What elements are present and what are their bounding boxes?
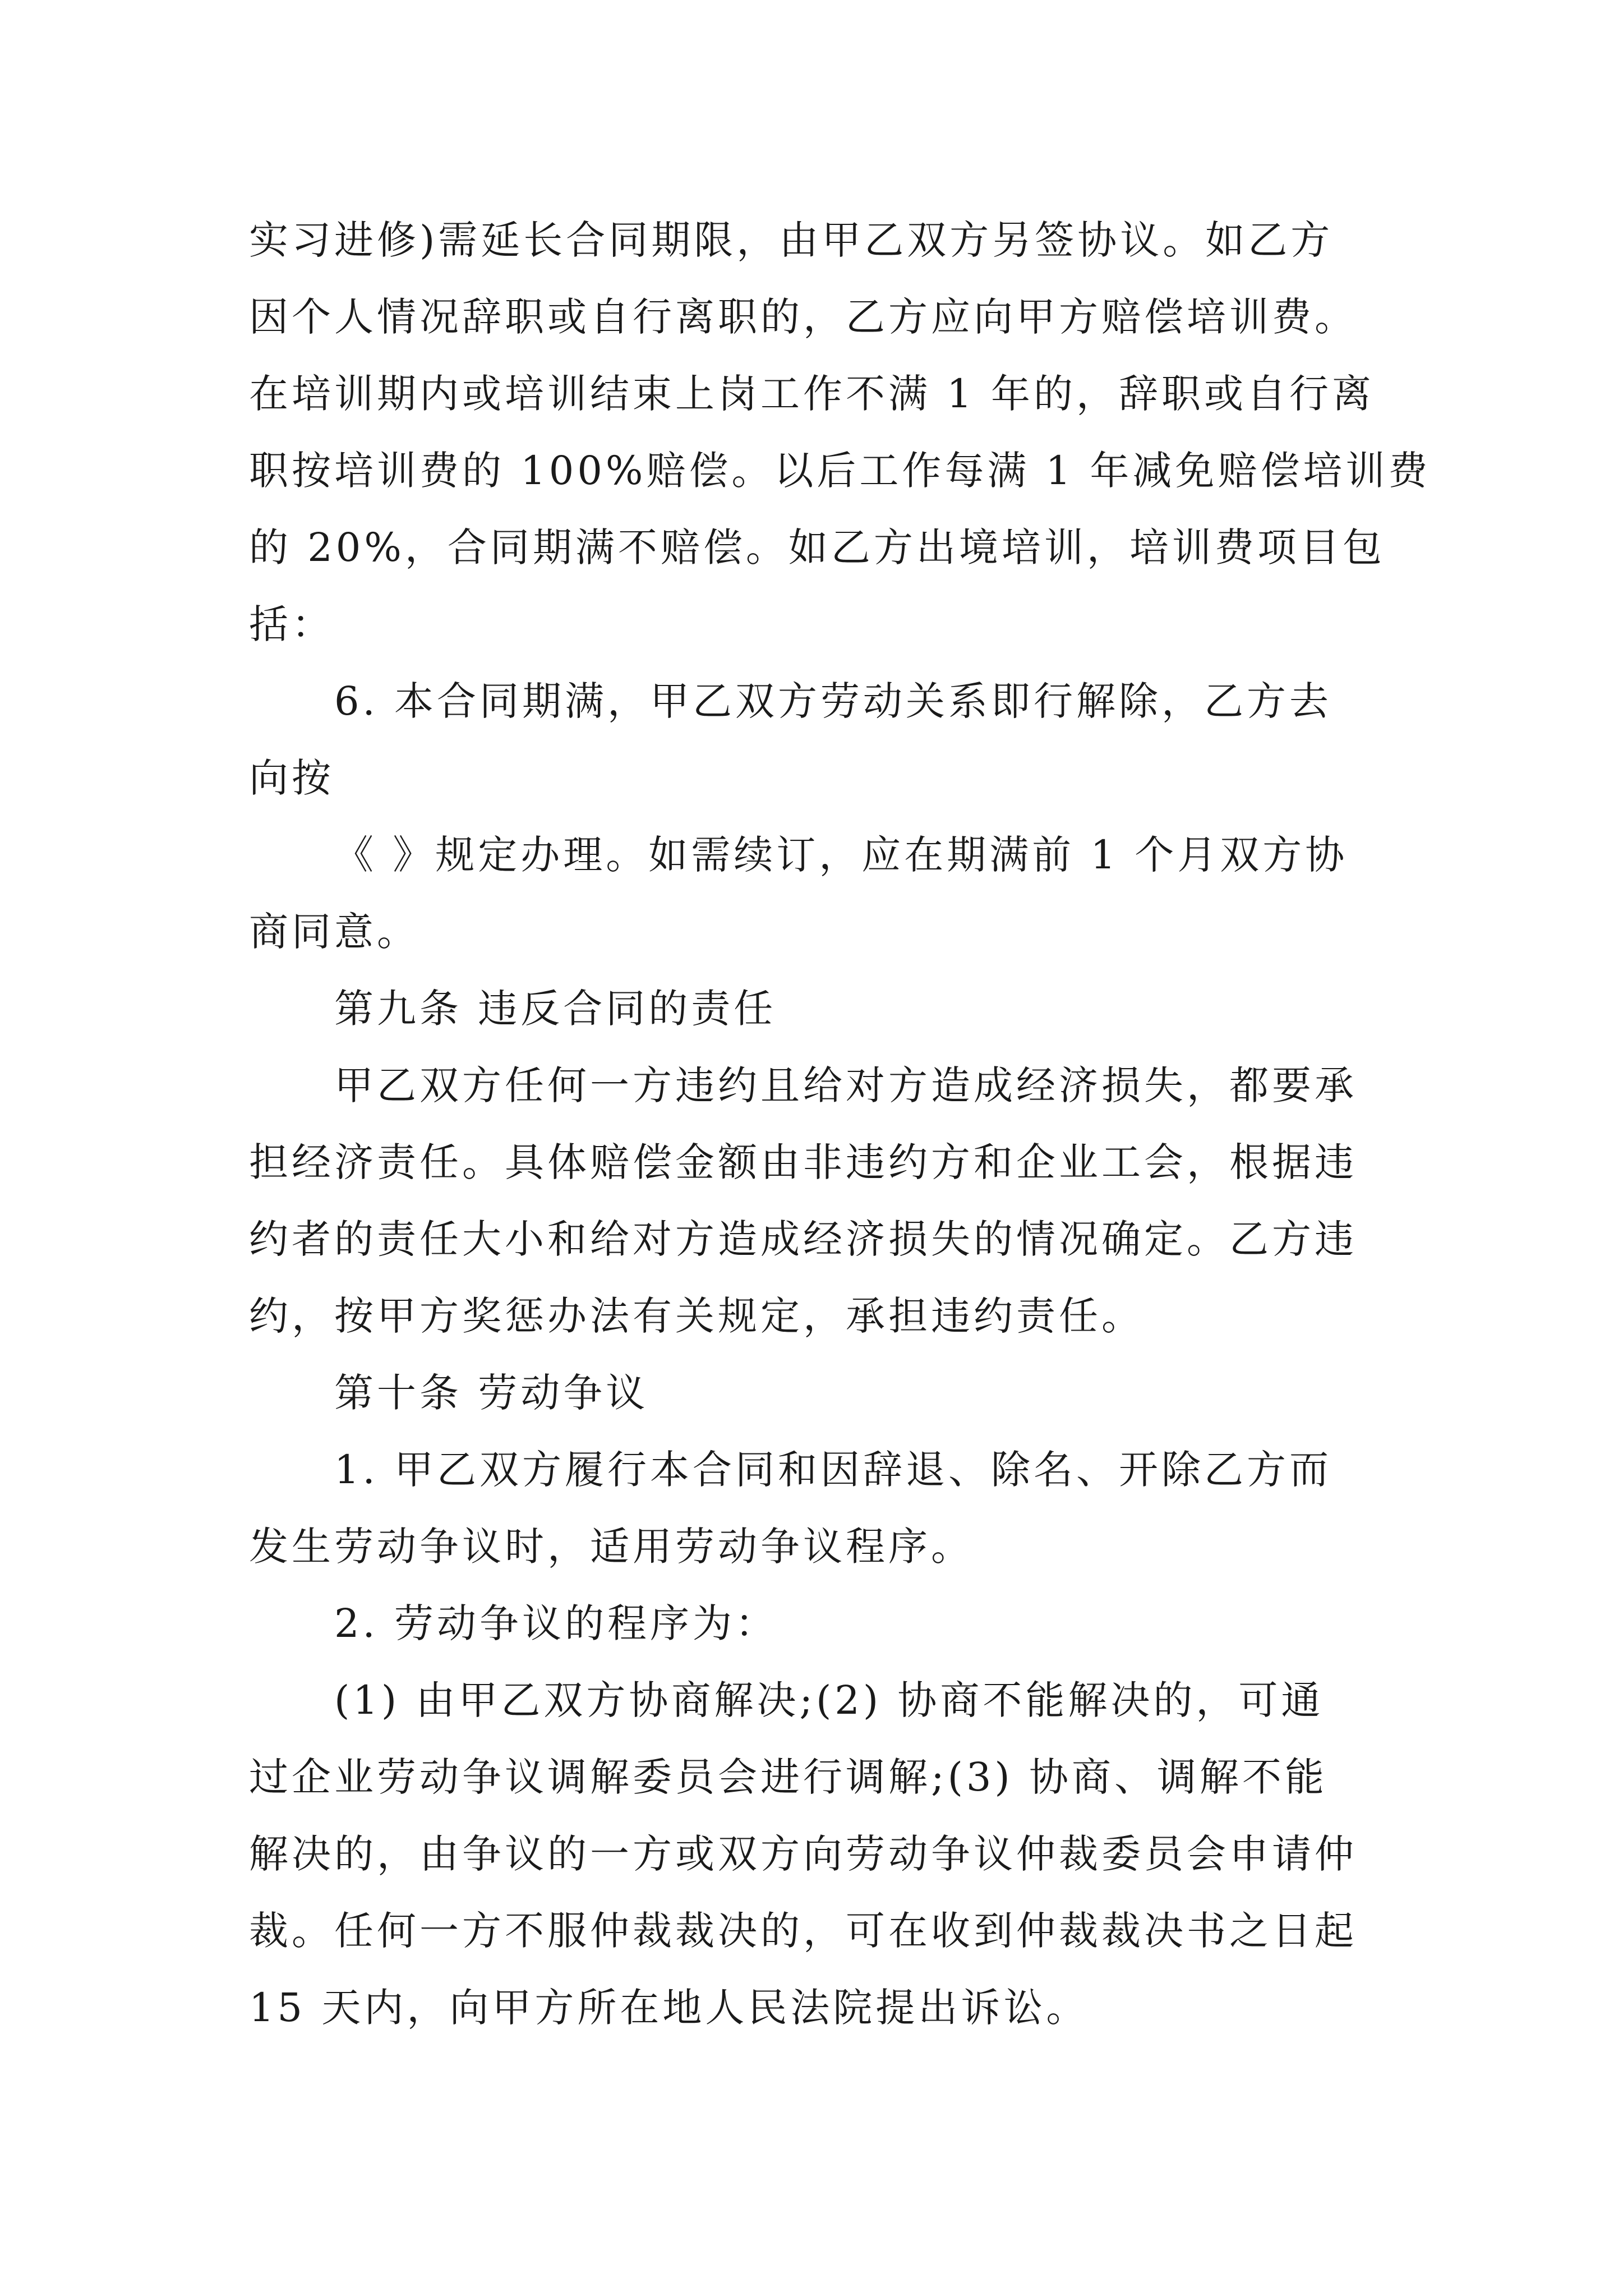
text-line: 向按	[249, 755, 334, 801]
text-line: 约者的责任大小和给对方造成经济损失的情况确定。乙方违	[249, 1216, 1357, 1262]
text-line: 因个人情况辞职或自行离职的，乙方应向甲方赔偿培训费。	[249, 294, 1357, 340]
clause-2-line: 2. 劳动争议的程序为：	[334, 1600, 778, 1646]
text-line: 约，按甲方奖惩办法有关规定，承担违约责任。	[249, 1293, 1144, 1339]
article-10-heading: 第十条 劳动争议	[334, 1370, 649, 1416]
clause-1-line: 1. 甲乙双方履行本合同和因辞退、除名、开除乙方而	[334, 1447, 1332, 1493]
text-line: 在培训期内或培训结束上岗工作不满 1 年的，辞职或自行离	[249, 371, 1375, 417]
text-line: 《 》规定办理。如需续订，应在期满前 1 个月双方协	[334, 832, 1348, 878]
text-line: 的 20%，合同期满不赔偿。如乙方出境培训，培训费项目包	[249, 524, 1385, 570]
text-line: 甲乙双方任何一方违约且给对方造成经济损失，都要承	[334, 1062, 1357, 1108]
clause-6-line: 6. 本合同期满，甲乙双方劳动关系即行解除，乙方去	[334, 678, 1332, 724]
text-line: 15 天内，向甲方所在地人民法院提出诉讼。	[249, 1985, 1089, 2031]
text-line: 括：	[249, 601, 334, 647]
document-body	[249, 202, 1431, 2046]
text-line: (1) 由甲乙双方协商解决;(2) 协商不能解决的，可通	[334, 1677, 1324, 1723]
text-line: 裁。任何一方不服仲裁裁决的，可在收到仲裁裁决书之日起	[249, 1908, 1357, 1954]
text-line: 发生劳动争议时，适用劳动争议程序。	[249, 1524, 974, 1570]
text-line: 解决的，由争议的一方或双方向劳动争议仲裁委员会申请仲	[249, 1831, 1357, 1877]
article-9-heading: 第九条 违反合同的责任	[334, 986, 777, 1032]
text-line: 实习进修)需延长合同期限，由甲乙双方另签协议。如乙方	[249, 217, 1334, 263]
text-line: 职按培训费的 100%赔偿。以后工作每满 1 年减免赔偿培训费	[249, 448, 1431, 494]
text-line: 过企业劳动争议调解委员会进行调解;(3) 协商、调解不能	[249, 1754, 1327, 1800]
text-line: 担经济责任。具体赔偿金额由非违约方和企业工会，根据违	[249, 1139, 1357, 1185]
text-line: 商同意。	[249, 909, 419, 955]
